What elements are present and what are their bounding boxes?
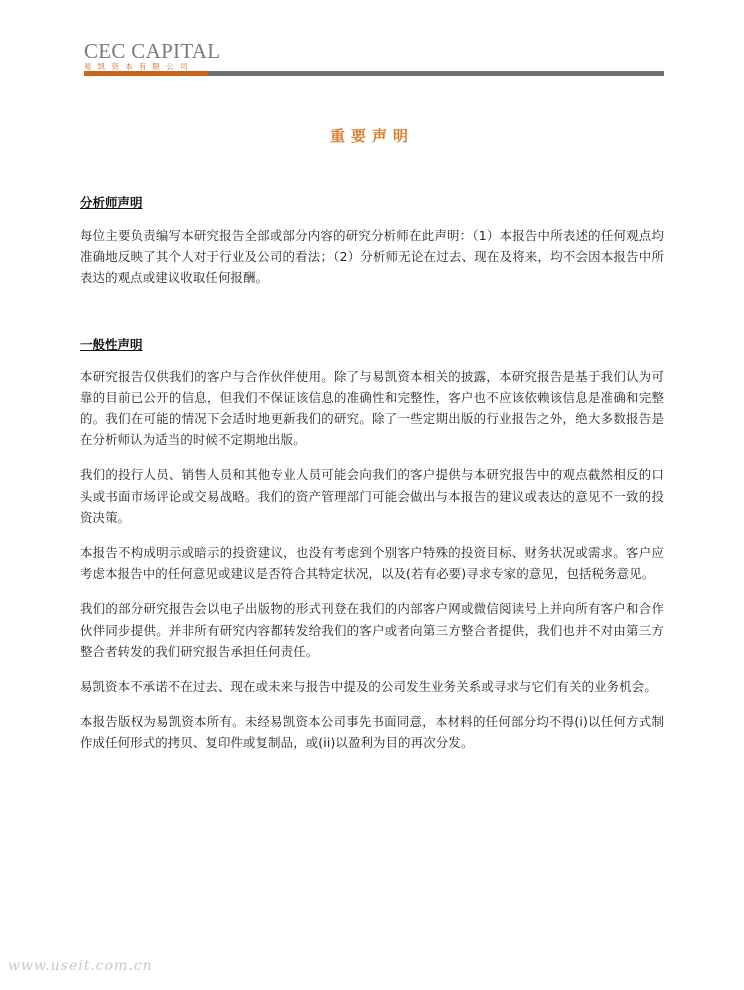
paragraph: 每位主要负责编写本研究报告全部或部分内容的研究分析师在此声明：（1）本报告中所表述的任何观点均准确地反映了其个人对于行业及公司的看法；（2）分析师无论在过去、现在及将来，均不会因本报告中所表达的观点或建议收取任何报酬。 (80, 228, 664, 286)
document-body (80, 193, 664, 754)
paragraph: 本报告版权为易凯资本所有。未经易凯资本公司事先书面同意，本材料的任何部分均不得(i)以任何方式制作成任何形式的拷贝、复印件或复制品，或(ii)以盈利为目的再次分发。 (80, 714, 664, 751)
section-heading: 一般性声明 (80, 336, 143, 352)
paragraph: 本研究报告仅供我们的客户与合作伙伴使用。除了与易凯资本相关的披露，本研究报告是基于我们认为可靠的目前已公开的信息，但我们不保证该信息的准确性和完整性，客户也不应该依赖该信息是准确和完整的。我们在可能的情况下会适时地更新我们的研究。除了一些定期出版的行业报告之外，绝大多数报告是在分析师认为适当的时候不定期地出版。 (80, 368, 664, 448)
watermark: www.useit.com.cn (8, 958, 153, 974)
general-statement-section (80, 335, 664, 754)
page-header (0, 0, 744, 80)
paragraph: 本报告不构成明示或暗示的投资建议，也没有考虑到个别客户特殊的投资目标、财务状况或需求。客户应考虑本报告中的任何意见或建议是否符合其特定状况，以及(若有必要)寻求专家的意见，包括税务意见。 (80, 545, 664, 582)
logo-wordmark: CEC CAPITAL (84, 39, 221, 63)
analyst-statement-section (80, 193, 664, 289)
paragraph: 我们的部分研究报告会以电子出版物的形式刊登在我们的内部客户网或微信阅读号上并向所有客户和合作伙伴同步提供。并非所有研究内容都转发给我们的客户或者向第三方整合者提供，我们也并不对由第三方整合者转发的我们研究报告承担任何责任。 (80, 601, 664, 659)
company-logo (84, 40, 220, 72)
logo-chinese-name: 易凯资本有限公司 (84, 62, 194, 71)
paragraph: 易凯资本不承诺不在过去、现在或未来与报告中提及的公司发生业务关系或寻求与它们有关的业务机会。 (80, 679, 657, 695)
paragraph: 我们的投行人员、销售人员和其他专业人员可能会向我们的客户提供与本研究报告中的观点截然相反的口头或书面市场评论或交易战略。我们的资产管理部门可能会做出与本报告的建议或表达的意见不一致的投资决策。 (80, 467, 664, 525)
page-title: 重要声明 (329, 127, 414, 145)
section-heading: 分析师声明 (80, 195, 143, 210)
header-rule (208, 71, 664, 76)
header-rule-accent (84, 71, 208, 76)
